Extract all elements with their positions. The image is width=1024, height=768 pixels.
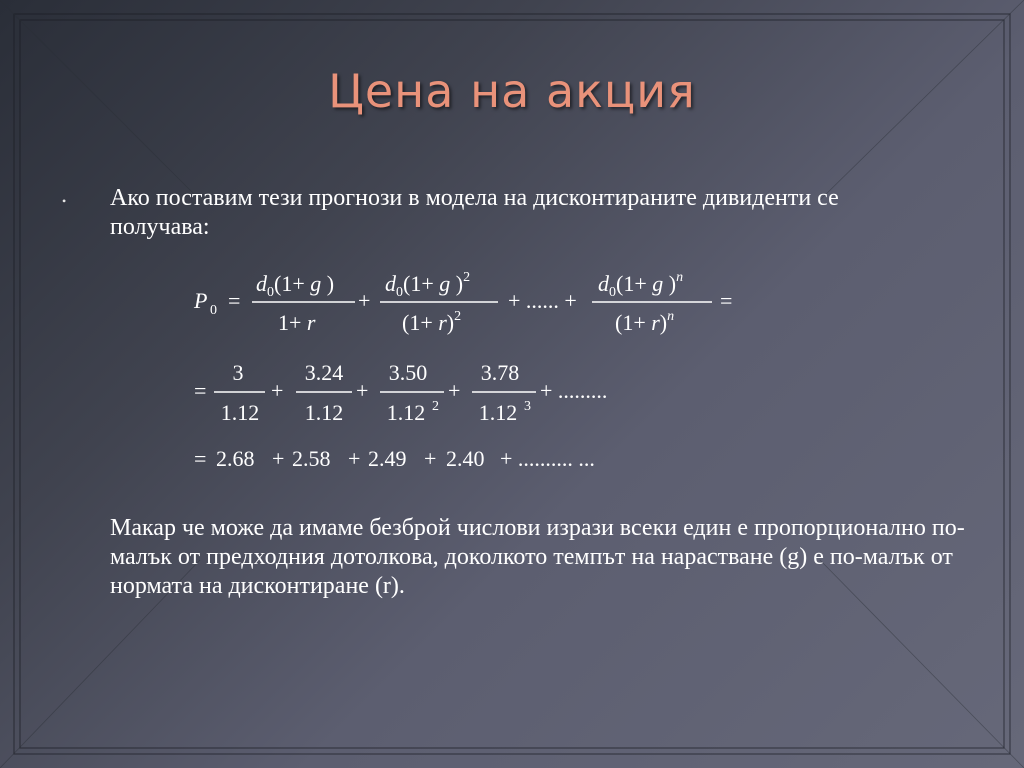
formula-termn-num: $d_0(1+ g$ )$^n$	[598, 270, 684, 300]
formula-term1-num: $d_0(1+ g$ )	[256, 271, 335, 300]
row2-den: 1.12	[304, 400, 344, 425]
row3-value: 2.40	[446, 446, 485, 471]
row3-tail: + .......... ...	[500, 446, 595, 471]
conclusion-paragraph: Макар че може да имаме безброй числови изрази всеки един е пропорционално по-малък от предходния дотолкова, доколкото темпът на нарастване (g) е по-малък от нормата на дисконтиране (r).	[110, 515, 965, 599]
formula-eq: =	[228, 288, 241, 313]
formula-p0: P	[194, 288, 208, 313]
row2-exp: 2	[432, 399, 439, 414]
formula-plus: +	[358, 288, 371, 313]
row3-plus: +	[424, 446, 437, 471]
row3-value: 2.68	[216, 446, 255, 471]
formula-row-2	[194, 360, 607, 425]
row2-tail: + .........	[540, 378, 608, 403]
row3-value: 2.49	[368, 446, 407, 471]
slide-title: Цена на акция	[328, 64, 696, 118]
row2-plus: +	[271, 378, 284, 403]
formula-row-3	[194, 446, 595, 471]
row2-exp: 3	[524, 399, 531, 414]
formula-row-1	[193, 270, 732, 335]
row3-plus: +	[272, 446, 285, 471]
formula-term2-num: $d_0(1+ g$ )$^2$	[385, 270, 471, 300]
dividend-discount-formula	[180, 258, 760, 478]
row2-num: 3.78	[480, 360, 520, 385]
row2-den: 1.12	[386, 400, 426, 425]
formula-term2-den: $(1+ r)^2$	[402, 309, 462, 335]
row3-eq: =	[194, 446, 207, 471]
row3-plus: +	[348, 446, 361, 471]
formula-term1-den: 1+ r	[278, 310, 316, 335]
row2-num: 3.50	[388, 360, 428, 385]
row3-value: 2.58	[292, 446, 331, 471]
intro-paragraph: Ако поставим тези прогнози в модела на дисконтираните дивиденти се получава:	[110, 185, 839, 240]
row2-den: 1.12	[220, 400, 260, 425]
bullet-marker: •	[62, 194, 67, 208]
formula-ellipsis: + ...... +	[508, 288, 577, 313]
formula-eq-end: =	[720, 288, 733, 313]
row2-plus: +	[448, 378, 461, 403]
row2-plus: +	[356, 378, 369, 403]
row2-num: 3	[232, 360, 244, 385]
formula-termn-den: $(1+ r)^n$	[615, 309, 675, 335]
formula-p0-sub: 0	[210, 303, 217, 318]
row2-num: 3.24	[304, 360, 344, 385]
row2-eq: =	[194, 378, 207, 403]
row2-den: 1.12	[478, 400, 518, 425]
